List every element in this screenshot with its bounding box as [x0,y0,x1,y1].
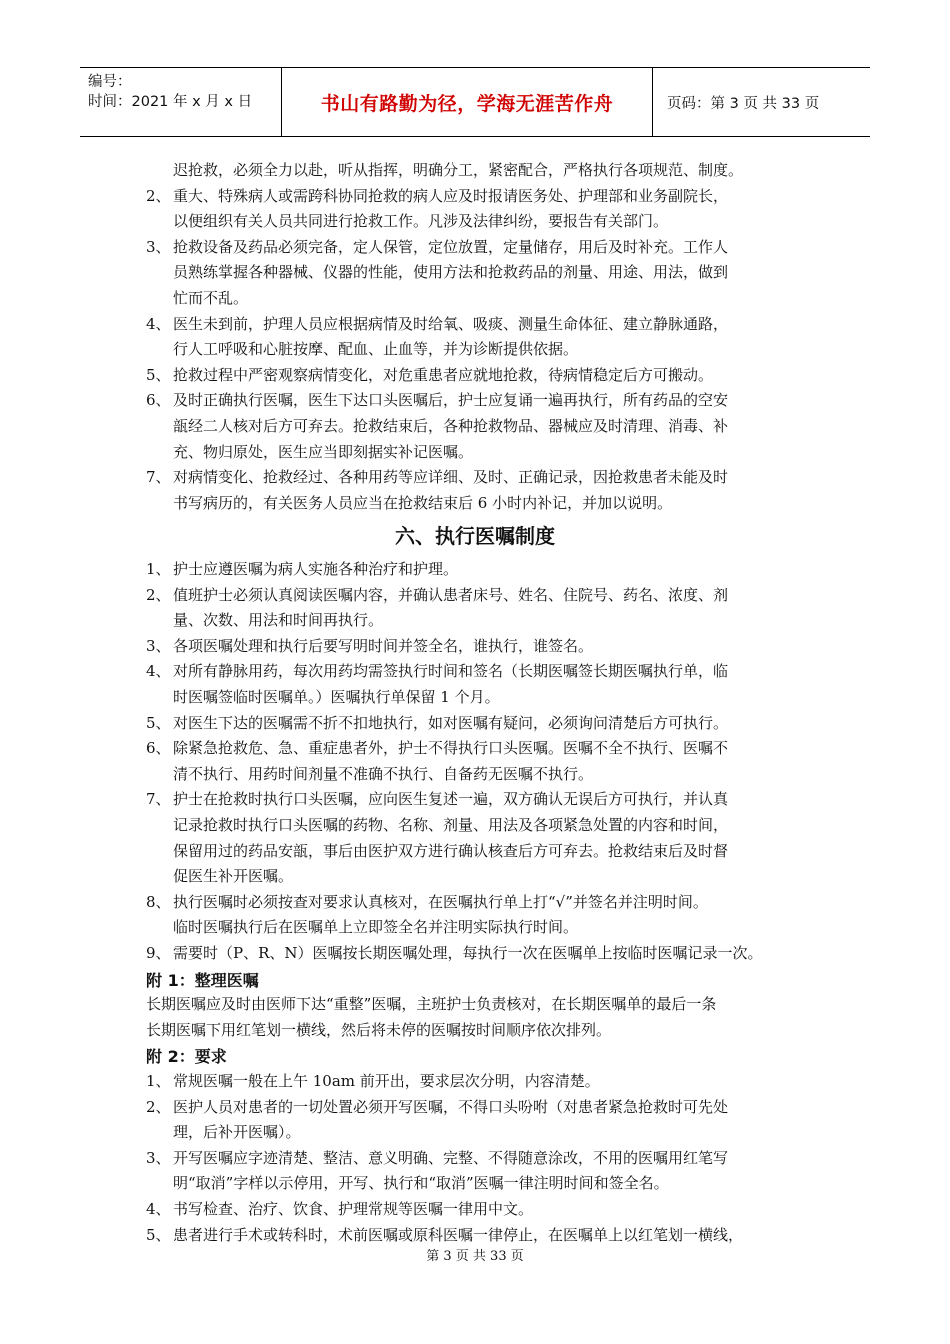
list-item-line: 需要时（P、R、N）医嘱按长期医嘱处理，每执行一次在医嘱单上按临时医嘱记录一次。 [173,944,763,962]
page-header [80,67,870,137]
header-motto: 书山有路勤为径，学海无涯苦作舟 [282,68,653,136]
item-number: 6、 [146,391,171,410]
code-label: 编号： [88,74,132,90]
list-item-line: 医生未到前，护理人员应根据病情及时给氧、吸痰、测量生命体征、建立静脉通路， [173,314,729,333]
list-item-line: 量、次数、用法和时间再执行。 [173,611,384,630]
list-item-line: 抢救设备及药品必须完备，定人保管，定位放置，定量储存，用后及时补充。工作人 [173,237,729,256]
item-number: 4、 [146,314,171,333]
item-number: 9、 [146,944,171,962]
item-number: 8、 [146,892,171,911]
item-number: 3、 [146,1148,171,1167]
list-item-line: 迟抢救，必须全力以赴，听从指挥，明确分工，紧密配合，严格执行各项规范、制度。 [173,161,744,179]
list-item-line: 医护人员对患者的一切处置必须开写医嘱，不得口头吩咐（对患者紧急抢救时可先处 [173,1097,729,1116]
appendix-1-line: 长期医嘱下用红笔划一横线，然后将未停的医嘱按时间顺序依次排列。 [146,1020,612,1039]
list-item-line: 对病情变化、抢救经过、各种用药等应详细、及时、正确记录，因抢救患者未能及时 [173,468,729,487]
list-item-line: 及时正确执行医嘱，医生下达口头医嘱后，护士应复诵一遍再执行，所有药品的空安 [173,391,729,410]
list-item-line: 开写医嘱应字迹清楚、整洁、意义明确、完整、不得随意涂改，不用的医嘱用红笔写 [173,1148,729,1167]
appendix-1-line: 长期医嘱应及时由医师下达“重整”医嘱，主班护士负责核对，在长期医嘱单的最后一条 [146,995,717,1014]
item-number: 5、 [146,713,171,732]
list-item-line: 患者进行手术或转科时，术前医嘱或原科医嘱一律停止，在医嘱单上以红笔划一横线， [173,1225,744,1244]
item-number: 5、 [146,365,171,384]
item-number: 1、 [146,1072,171,1090]
list-item-line: 对所有静脉用药，每次用药均需签执行时间和签名（长期医嘱签长期医嘱执行单，临 [173,662,729,681]
list-item-line: 临时医嘱执行后在医嘱单上立即签全名并注明实际执行时间。 [173,918,579,937]
item-number: 4、 [146,1200,171,1218]
list-item-line: 护士应遵医嘱为病人实施各种治疗和护理。 [173,560,459,578]
list-item-line: 重大、特殊病人或需跨科协同抢救的病人应及时报请医务处、护理部和业务副院长， [173,186,729,205]
item-number: 2、 [146,186,171,205]
list-item-line: 时医嘱签临时医嘱单。）医嘱执行单保留 1 个月。 [173,688,500,706]
page-footer: 第 3 页 共 33 页 [426,1249,524,1264]
list-item-line: 书写检查、治疗、饮食、护理常规等医嘱一律用中文。 [173,1200,534,1218]
list-item-line: 值班护士必须认真阅读医嘱内容，并确认患者床号、姓名、住院号、药名、浓度、剂 [173,585,729,604]
list-item-line: 促医生补开医嘱。 [173,867,294,886]
item-number: 4、 [146,662,171,681]
item-number: 7、 [146,468,171,487]
list-item-line: 瓿经二人核对后方可弃去。抢救结束后，各种抢救物品、器械应及时清理、消毒、补 [173,417,729,435]
appendix-1-title: 附 1：整理医嘱 [146,970,259,990]
list-item-line: 理，后补开医嘱）。 [173,1123,301,1142]
list-item-line: 忙而不乱。 [173,289,249,307]
list-item-line: 除紧急抢救危、急、重症患者外，护士不得执行口头医嘱。医嘱不全不执行、医嘱不 [173,739,729,758]
header-page-info: 页码：第 3 页 共 33 页 [667,95,820,112]
date-label: 时间：2021 年 x 月 x 日 [88,94,253,110]
list-item-line: 充、物归原处，医生应当即刻据实补记医嘱。 [173,442,474,461]
list-item-line: 清不执行、用药时间剂量不准确不执行、自备药无医嘱不执行。 [173,764,594,783]
list-item-line: 记录抢救时执行口头医嘱的药物、名称、剂量、用法及各项紧急处置的内容和时间， [173,816,729,834]
item-number: 6、 [146,739,171,758]
list-item-line: 抢救过程中严密观察病情变化，对危重患者应就地抢救，待病情稳定后方可搬动。 [173,365,714,384]
header-meta [80,68,282,136]
list-item-line: 行人工呼吸和心脏按摩、配血、止血等，并为诊断提供依据。 [173,340,579,359]
list-item-line: 明“取消”字样以示停用，开写、执行和“取消”医嘱一律注明时间和签全名。 [173,1174,669,1193]
list-item-line: 书写病历的，有关医务人员应当在抢救结束后 6 小时内补记，并加以说明。 [173,493,673,512]
list-item-line: 员熟练掌握各种器械、仪器的性能，使用方法和抢救药品的剂量、用途、用法，做到 [173,263,729,282]
item-number: 3、 [146,636,171,655]
section-title: 六、执行医嘱制度 [395,524,555,548]
item-number: 5、 [146,1225,171,1244]
list-item-line: 常规医嘱一般在上午 10am 前开出，要求层次分明，内容清楚。 [173,1072,600,1090]
list-item-line: 执行医嘱时必须按查对要求认真核对，在医嘱执行单上打“√”并签名并注明时间。 [173,892,708,911]
list-item-line: 对医生下达的医嘱需不折不扣地执行，如对医嘱有疑问，必须询问清楚后方可执行。 [173,713,729,732]
appendix-2-title: 附 2：要求 [146,1047,227,1067]
item-number: 3、 [146,237,171,256]
item-number: 1、 [146,560,171,578]
item-number: 2、 [146,585,171,604]
list-item-line: 各项医嘱处理和执行后要写明时间并签全名，谁执行，谁签名。 [173,636,594,655]
item-number: 7、 [146,790,171,809]
list-item-line: 保留用过的药品安瓿，事后由医护双方进行确认核查后方可弃去。抢救结束后及时督 [173,841,729,860]
list-item-line: 护士在抢救时执行口头医嘱，应向医生复述一遍，双方确认无误后方可执行，并认真 [173,790,729,809]
list-item-line: 以便组织有关人员共同进行抢救工作。凡涉及法律纠纷，要报告有关部门。 [173,212,669,231]
item-number: 2、 [146,1097,171,1116]
